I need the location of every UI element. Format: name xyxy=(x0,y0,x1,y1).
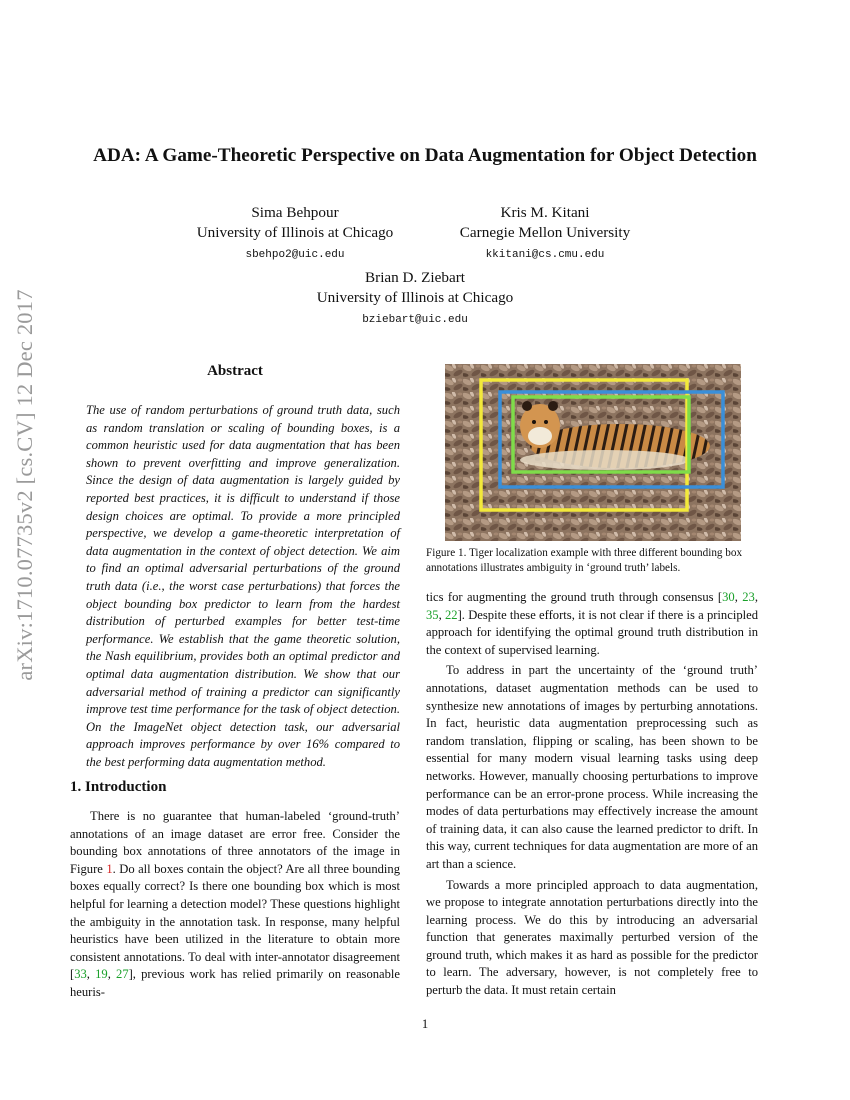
right-paragraph-3: Towards a more principled approach to data augmentation, we propose to integrate annotation perturbations directly into the learning process. We do this by introducing an adversarial function that generates maximally perturbed version of the ground truth, which makes it as hard as possible for the predictor to learn. The adversary, however, is not completely free to perturb the data. It must retain certain xyxy=(426,877,758,998)
paper-title: ADA: A Game-Theoretic Perspective on Data Augmentation for Object Detection xyxy=(93,145,757,166)
text-run: , xyxy=(734,590,743,604)
tiger-ear-left xyxy=(522,401,532,411)
citation-link[interactable]: 27 xyxy=(116,967,129,982)
text-run: , xyxy=(438,607,445,622)
tiger-belly xyxy=(520,450,690,470)
text-run: There is no guarantee that human-labeled ‘ground-truth’ annotations of an image dataset are error free. Consider the bounding box annotations of three annotators of the image in Figure xyxy=(70,809,400,876)
text-run: , xyxy=(754,590,758,604)
page-number: 1 xyxy=(421,1017,429,1031)
citation-link[interactable]: 19 xyxy=(95,967,108,982)
intro-paragraph xyxy=(70,808,400,1002)
author-email[interactable]: kkitani@cs.cmu.edu xyxy=(485,249,605,261)
right-paragraph-2: To address in part the uncertainty of the ‘ground truth’ annotations, dataset augmentation methods can be used to synthesize new annotations of images by perturbing annotations. In fact, heuristic data augmentation preprocessing such as random translation, flipping or scaling, has been shown to be essential for many modern visual learning tasks using deep networks. However, manually choosing perturbations to improve performance can be an error-prone process. While increasing the modes of data perturbations may effectively increase the amount of training data, it can also cause the learned predictor to drift. In this way, current techniques for data augmentation are more of an art than a science. xyxy=(426,663,758,871)
text-run: , xyxy=(107,967,117,982)
author-block-2 xyxy=(425,203,665,265)
author-email[interactable]: sbehpo2@uic.edu xyxy=(245,249,345,261)
text-run: ], previous work has relied primarily on reasonable heuris- xyxy=(70,967,401,999)
arxiv-sidebar xyxy=(0,290,50,680)
text-run: ]. Despite these efforts, it is not clear if there is a principled approach for identifying the optimal ground truth distribution in the context of supervised learning. xyxy=(426,607,758,657)
author-name: Kris M. Kitani xyxy=(500,204,590,221)
text-run: , xyxy=(86,967,96,982)
author-affiliation: Carnegie Mellon University xyxy=(459,224,631,241)
right-column-text xyxy=(426,589,758,1000)
tiger-muzzle xyxy=(528,427,552,445)
abstract-heading: Abstract xyxy=(207,363,263,379)
figure-1-image xyxy=(445,364,741,541)
tiger-ear-right xyxy=(548,401,558,411)
right-paragraph-1 xyxy=(426,589,758,659)
figure-ref-link[interactable]: 1 xyxy=(106,861,113,876)
citation-link[interactable]: 23 xyxy=(742,590,755,604)
text-run: . Do all boxes contain the object? Are all three bounding boxes equally correct? Is there one bounding box which is most helpful for learning a detection model? These questions highlight the ambiguity in the annotation task. In response, many helpful heuristics have been utilized in the literature to obtain more consistent annotations. To deal with inter-annotator disagreement [ xyxy=(70,861,401,982)
citation-link[interactable]: 30 xyxy=(722,590,735,604)
section-heading-introduction: 1. Introduction xyxy=(70,779,167,795)
citation-link[interactable]: 33 xyxy=(74,967,87,982)
tiger-eye-right xyxy=(544,420,548,424)
author-email[interactable]: bziebart@uic.edu xyxy=(362,314,468,326)
tiger-eye-left xyxy=(532,420,536,424)
intro-text xyxy=(70,808,400,1002)
author-affiliation: University of Illinois at Chicago xyxy=(196,224,394,241)
author-name: Brian D. Ziebart xyxy=(365,269,465,286)
text-run: tics for augmenting the ground truth through consensus [ xyxy=(426,590,723,604)
figure-1-caption: Figure 1. Tiger localization example with three different bounding box annotations illustrates ambiguity in ‘ground truth’ labels. xyxy=(426,547,743,574)
author-affiliation: University of Illinois at Chicago xyxy=(316,289,514,306)
abstract-paragraph: The use of random perturbations of ground truth data, such as random translation or scaling of bounding boxes, is a common heuristic used for data augmentation that has been shown to prevent overfitting and improve generalization. Since the design of data augmentation is largely guided by reported best practices, it is difficult to understand if those design choices are optimal. To provide a more principled perspective, we develop a game-theoretic interpretation of data augmentation in the context of object detection. We aim to find an optimal adversarial perturbations of the ground truth data (i.e., the worst case perturbations) that forces the object bounding box predictor to learn from the hardest distribution of perturbed examples for better test-time performance. We establish that the game theoretic solution, the Nash equilibrium, provides both an optimal predictor and optimal data augmentation distribution. We show that our adversarial method of training a predictor can significantly improve test time performance for the task of object detection. On the ImageNet object detection task, our adversarial approach improves performance by over 16% compared to the best performing data augmentation method. xyxy=(86,403,400,769)
citation-link[interactable]: 35 xyxy=(426,607,439,622)
arxiv-identifier: arXiv:1710.07735v2 [cs.CV] 12 Dec 2017 xyxy=(12,289,37,681)
citation-link[interactable]: 22 xyxy=(445,607,458,622)
author-name: Sima Behpour xyxy=(251,204,339,221)
author-block-3 xyxy=(285,268,545,330)
tiger-figure-svg xyxy=(445,364,741,541)
author-block-1 xyxy=(170,203,420,265)
abstract-text xyxy=(86,402,400,771)
